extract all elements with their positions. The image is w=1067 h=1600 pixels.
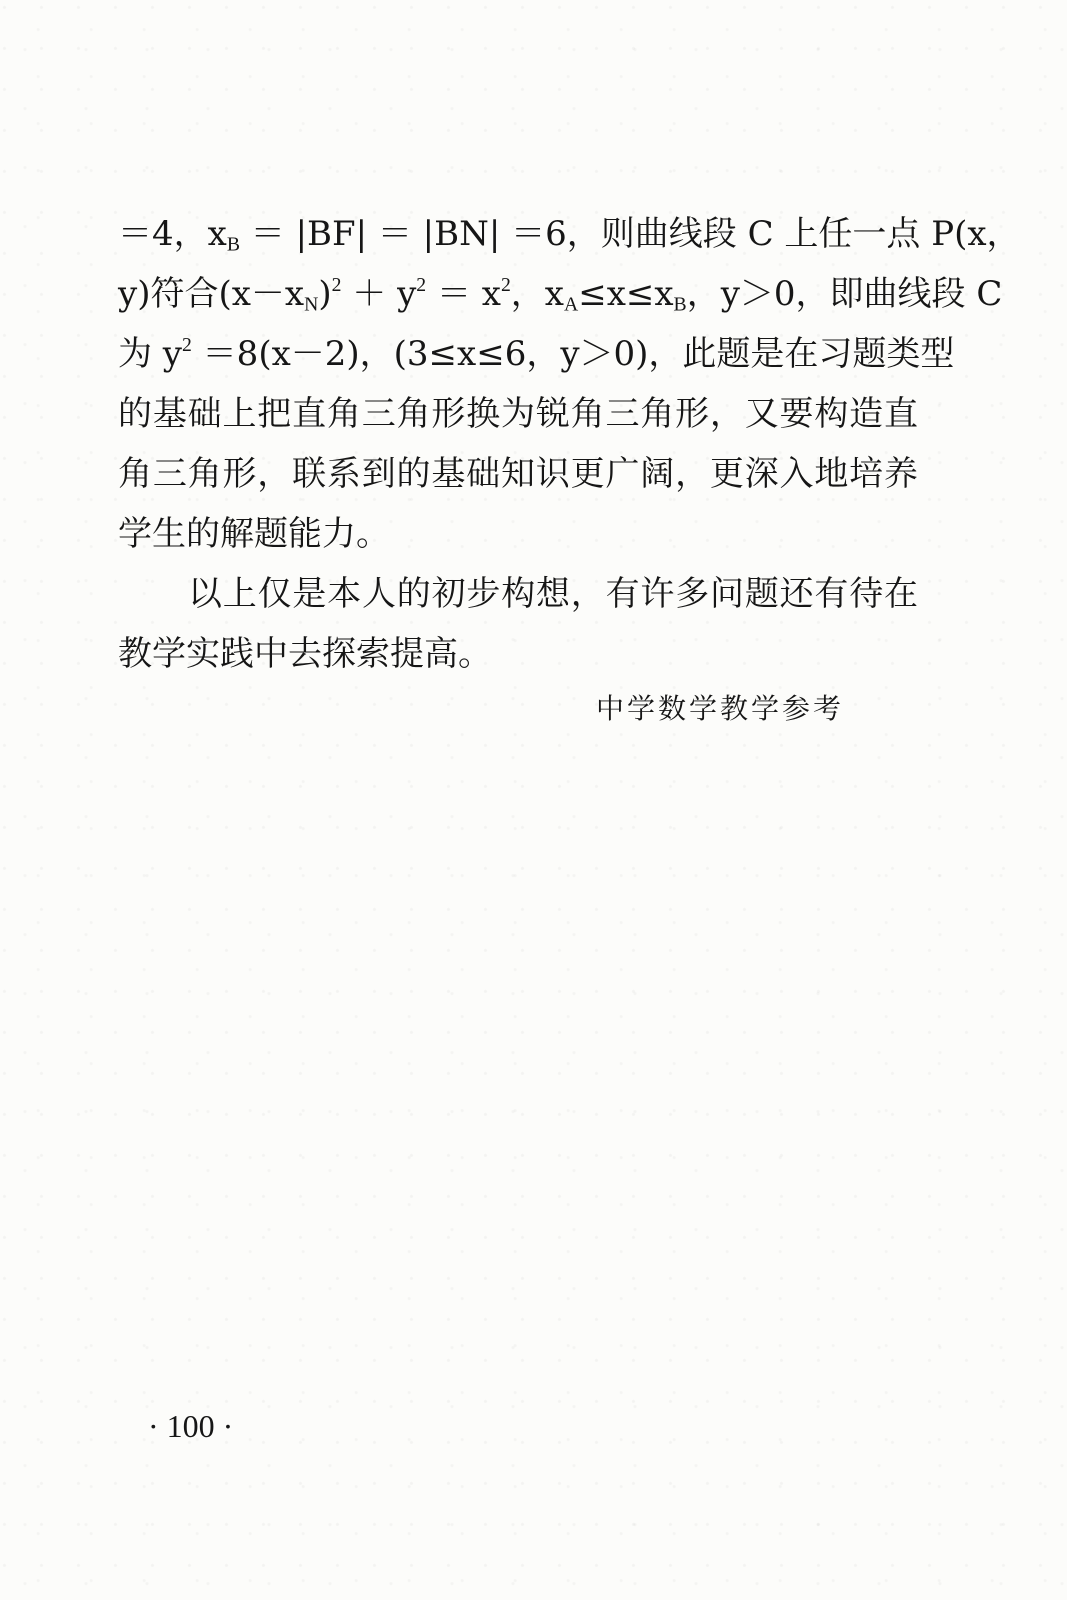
paragraph-1-line-6: 学生的解题能力。 [118,514,390,554]
paragraph-1-line-5: 角三角形，联系到的基础知识更广阔，更深入地培养 [118,454,918,494]
paragraph-2-line-1: 以上仅是本人的初步构想，有许多问题还有待在 [188,574,918,614]
text-segment: ) [318,274,332,314]
source-reference: 中学数学教学参考 [596,692,845,725]
text-segment: ＝8(x－2)，(3≤x≤6，y＞0)，此题是在习题类型 [191,334,955,374]
superscript: 2 [331,273,342,296]
text-segment: ≤x≤x [578,274,674,314]
page-number: · 100 · [148,1408,234,1444]
text-segment: y)符合(x－x [118,274,305,314]
paragraph-1-line-2 [118,264,1003,324]
superscript: 2 [416,273,427,296]
text-segment: ，x [510,274,564,314]
text-segment: ＝ x [426,274,501,314]
subscript: B [673,293,687,316]
text-segment: ＋ y [341,274,417,314]
document-body [118,204,1021,684]
subscript: N [304,293,319,316]
text-segment: 为 y [118,334,183,374]
paragraph-1-line-1 [118,204,1021,264]
paragraph-1-line-3 [118,324,955,384]
text-segment: ＝ |BF| ＝ |BN| ＝6，则曲线段 C 上任一点 P(x， [239,214,1021,254]
text-segment: ＝4，x [118,214,227,254]
paragraph-2-line-2: 教学实践中去探索提高。 [118,634,492,674]
subscript: B [226,233,240,256]
superscript: 2 [182,333,192,356]
paragraph-1-line-4: 的基础上把直角三角形换为锐角三角形，又要构造直 [118,394,918,434]
text-segment: ，y＞0，即曲线段 C [686,274,1003,314]
superscript: 2 [500,273,511,296]
subscript: A [563,293,579,316]
